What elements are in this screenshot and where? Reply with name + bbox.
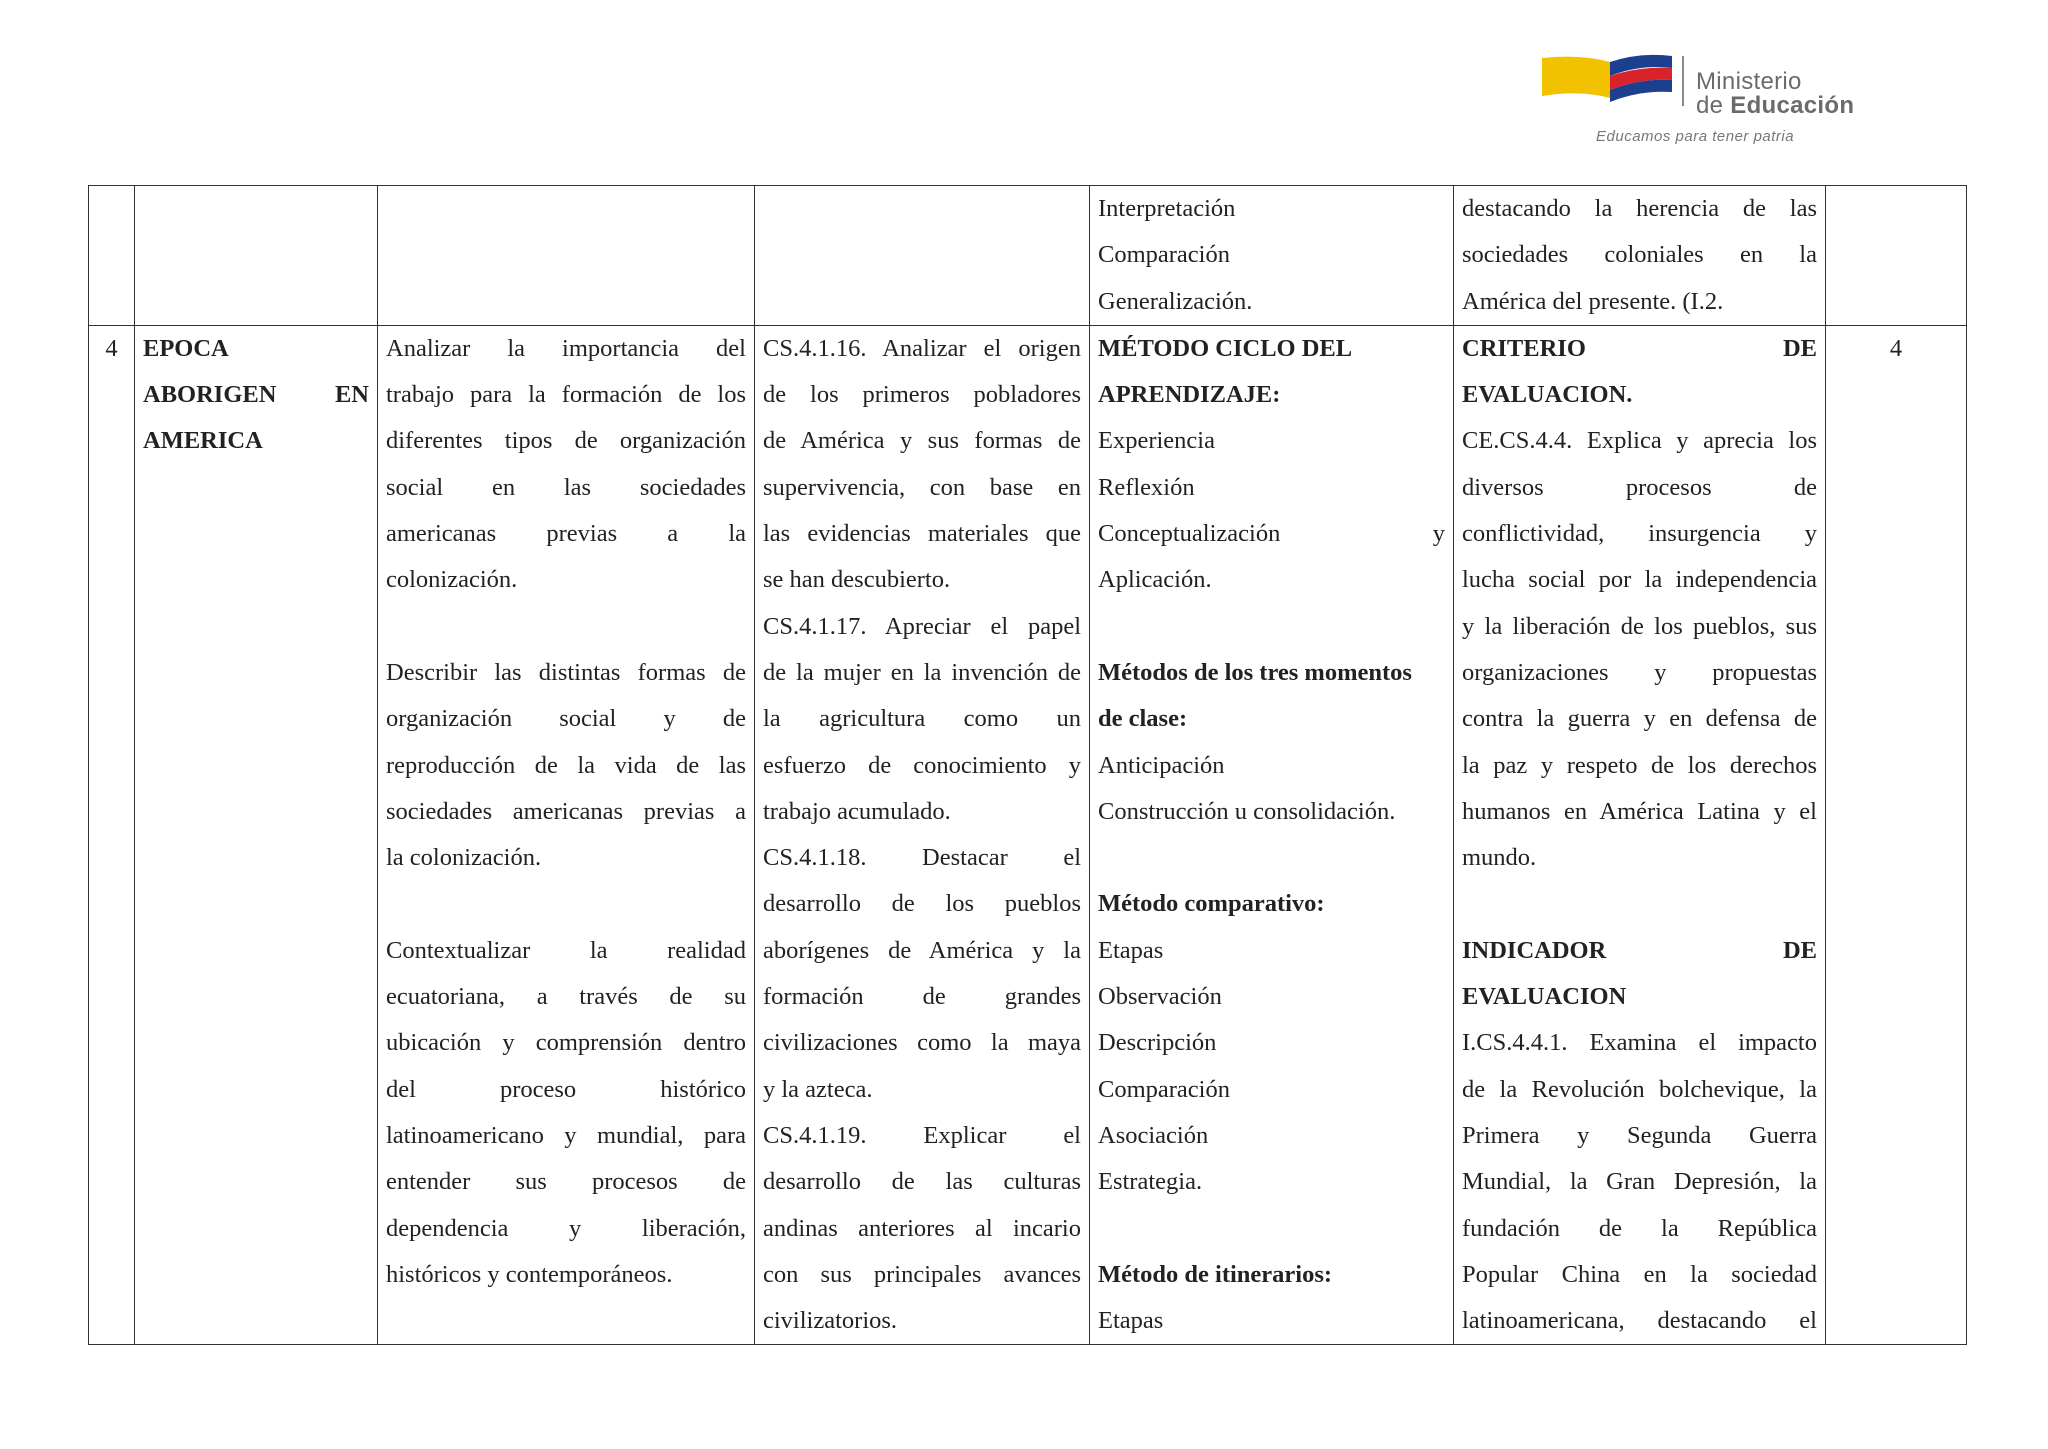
skills-cell	[755, 325, 1090, 1345]
row1-number-cell	[89, 186, 135, 326]
skill-item: CS.4.1.18. Destacar el desarrollo de los pueblos aborígenes de América y la formación de grandes civilizaciones como la maya y la azteca.	[763, 844, 1081, 1103]
method-title: Métodos de los tres momentos	[1098, 658, 1412, 686]
objectives-cell	[378, 325, 755, 1345]
row1-methods-cell: Interpretación Comparación Generalización.	[1090, 186, 1454, 326]
methods-cell: MÉTODO CICLO DEL APRENDIZAJE: Experiencia Reflexión Conceptualización y Aplicación. Métodos de los tres momentos de clase: Anticipación Construcción u consolidación. Método comparativo: Etapas Observación Descripción Comparación Asociación Estrategia. Método de itinerarios: Etapas	[1090, 325, 1454, 1345]
flag-emblem-icon	[1540, 52, 1690, 132]
method-title: Método comparativo:	[1098, 890, 1325, 918]
unit-number: 4	[89, 325, 135, 1345]
logo-name-line1: Ministerio	[1696, 68, 1802, 95]
ministerio-logo	[1540, 52, 1920, 152]
objective-paragraph: Contextualizar la realidad ecuatoriana, a través de su ubicación y comprensión dentro del proceso histórico latinoamericano y mundial, para entender sus procesos de dependencia y liberación, históricos y contemporáneos.	[386, 936, 746, 1288]
objective-paragraph: Analizar la importancia del trabajo para la formación de los diferentes tipos de organización social en las sociedades americanas previas a la colonización.	[386, 334, 746, 594]
logo-tagline: Educamos para tener patria	[1596, 128, 1795, 145]
row1-evaluation-cell: destacando la herencia de las sociedades coloniales en la América del presente. (I.2.	[1454, 186, 1826, 326]
logo-name-line2: de Educación	[1696, 92, 1855, 119]
indicator-title: INDICADOR DE	[1462, 936, 1817, 964]
table-row	[89, 325, 1967, 1345]
periods-cell: 4	[1826, 325, 1967, 1345]
row1-skills-cell	[755, 186, 1090, 326]
planning-table	[88, 185, 1967, 1345]
evaluation-cell: CRITERIO DE EVALUACION. CE.CS.4.4. Explica y aprecia los diversos procesos de conflictividad, insurgencia y lucha social por la independencia y la liberación de los pueblos, sus organizaciones y propuestas contra la guerra y en defensa de la paz y respeto de los derechos humanos en América Latina y el mundo. INDICADOR DE EVALUACION I.CS.4.4.1. Examina el impacto de la Revolución bolchevique, la Primera y Segunda Guerra Mundial, la Gran Depresión, la fundación de la República Popular China en la sociedad latinoamericana, destacando el	[1454, 325, 1826, 1345]
row1-objectives-cell	[378, 186, 755, 326]
row1-topic-cell	[135, 186, 378, 326]
row1-periods-cell	[1826, 186, 1967, 326]
table-row	[89, 186, 1967, 326]
criterion-title: CRITERIO DE	[1462, 334, 1817, 362]
method-title: MÉTODO CICLO DEL	[1098, 334, 1353, 362]
objective-paragraph: Describir las distintas formas de organización social y de reproducción de la vida de las sociedades americanas previas a la colonización.	[386, 658, 746, 872]
skill-item: CS.4.1.17. Apreciar el papel de la mujer en la invención de la agricultura como un esfuerzo de conocimiento y trabajo acumulado.	[763, 612, 1081, 825]
unit-topic-cell: EPOCA ABORIGEN EN AMERICA	[135, 325, 378, 1345]
skill-item: CS.4.1.19. Explicar el desarrollo de las culturas andinas anteriores al incario con sus principales avances civilizatorios.	[763, 1121, 1081, 1335]
method-title: Método de itinerarios:	[1098, 1260, 1333, 1288]
skill-item: CS.4.1.16. Analizar el origen de los primeros pobladores de América y sus formas de supervivencia, con base en las evidencias materiales que se han descubierto.	[763, 334, 1081, 594]
